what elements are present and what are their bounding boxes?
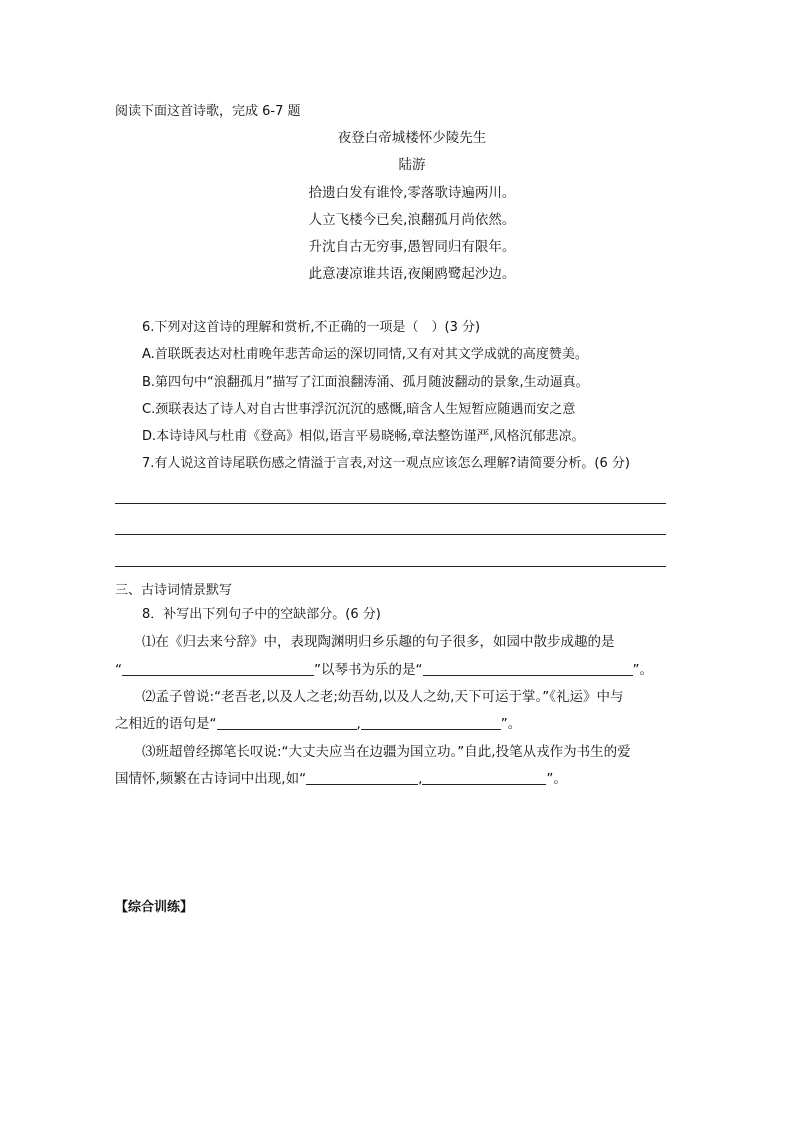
comma: , xyxy=(418,771,423,787)
close-quote: ”。 xyxy=(632,662,653,678)
question-6-option-b: B.第四句中“浪翻孤月”描写了江面浪翻涛涌、孤月随波翻动的景象,生动逼真。 xyxy=(142,375,589,390)
poem-line: 人立飞楼今已矣,浪翻孤月尚依然。 xyxy=(308,212,516,228)
sentence-1-prompt: ⑴在《归去来兮辞》中，表现陶渊明归乡乐趣的句子很多，如园中散步成趣的是 xyxy=(142,634,615,650)
sentence-2-prompt: ⑵孟子曾说:“老吾老,以及人之老;幼吾幼,以及人之幼,天下可运于掌。”《礼运》中与 xyxy=(142,689,624,705)
sentence-1-middle: ”以琴书为乐的是“ xyxy=(314,662,423,678)
reading-instruction: 阅读下面这首诗歌，完成 6-7 题 xyxy=(115,104,301,119)
sentence-3-prompt: ⑶班超曾经掷笔长叹说:“大丈夫应当在边疆为国立功。”自此,投笔从戎作为书生的爱 xyxy=(142,744,631,760)
question-6-option-a: A.首联既表达对杜甫晚年悲苦命运的深切同情,又有对其文学成就的高度赞美。 xyxy=(142,347,588,362)
fill-blank-5[interactable] xyxy=(306,772,418,785)
question-6-stem: 6.下列对这首诗的理解和赏析,不正确的一项是（ ）(3 分) xyxy=(142,320,481,335)
close-quote: ”。 xyxy=(546,771,567,787)
question-7-stem: 7.有人说这首诗尾联伤感之情溢于言表,对这一观点应该怎么理解?请简要分析。(6 分) xyxy=(142,456,630,471)
close-quote: ”。 xyxy=(500,716,522,732)
question-6-option-d: D.本诗诗风与杜甫《登高》相似,语言平易晓畅,章法整饬谨严,风格沉郁悲凉。 xyxy=(142,429,585,444)
question-6-option-c: C.颈联表达了诗人对自古世事浮沉沉沉的感慨,暗含人生短暂应随遇而安之意 xyxy=(142,402,576,417)
sentence-3-prefix: 国情怀,频繁在古诗词中出现,如“ xyxy=(115,771,307,787)
poem-author: 陆游 xyxy=(398,157,426,173)
answer-line[interactable] xyxy=(115,503,666,504)
sentence-2-prefix: 之相近的语句是“ xyxy=(115,716,217,732)
section-label-comprehensive: 【综合训练】 xyxy=(115,900,194,915)
sentence-2-blanks xyxy=(115,716,521,732)
comma: , xyxy=(356,716,361,732)
sentence-3-blanks xyxy=(115,771,567,787)
fill-blank-1[interactable] xyxy=(122,663,314,676)
answer-line[interactable] xyxy=(115,534,666,535)
poem-line: 升沈自古无穷事,愚智同归有限年。 xyxy=(308,239,516,255)
section-heading: 三、古诗词情景默写 xyxy=(115,583,233,598)
question-8-stem: 8．补写出下列句子中的空缺部分。(6 分) xyxy=(142,607,381,622)
poem-line: 拾遗白发有谁怜,零落歌诗遍两川。 xyxy=(308,185,516,201)
poem-line: 此意凄凉谁共语,夜阑鸥鹭起沙边。 xyxy=(308,266,516,282)
fill-blank-2[interactable] xyxy=(423,663,633,676)
poem-title: 夜登白帝城楼怀少陵先生 xyxy=(337,130,487,146)
fill-blank-4[interactable] xyxy=(361,717,501,730)
sentence-1-blanks xyxy=(115,662,653,678)
answer-line[interactable] xyxy=(115,566,666,567)
fill-blank-3[interactable] xyxy=(217,717,357,730)
open-quote: “ xyxy=(115,662,122,678)
fill-blank-6[interactable] xyxy=(422,772,546,785)
